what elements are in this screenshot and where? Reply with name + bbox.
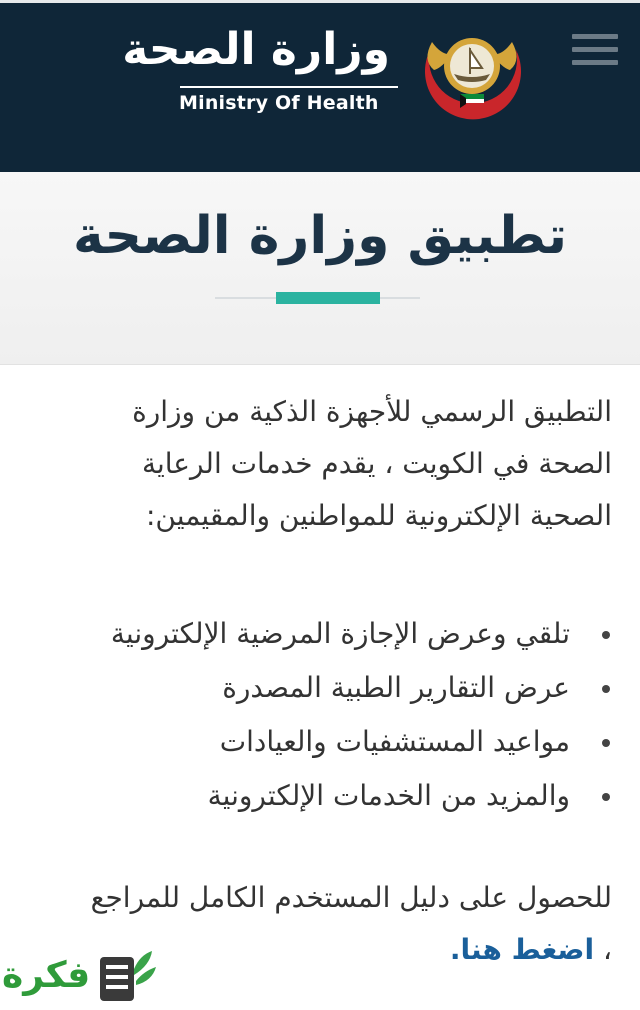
page-title: تطبيق وزارة الصحة [72, 206, 568, 266]
brand-english: Ministry Of Health [179, 92, 379, 114]
header-top-line [0, 0, 640, 3]
intro-paragraph [22, 386, 612, 542]
features-list [0, 607, 614, 823]
feature-item: والمزيد من الخدمات الإلكترونية [0, 769, 570, 823]
brand-divider [180, 86, 398, 88]
feature-item: مواعيد المستشفيات والعيادات [0, 715, 570, 769]
title-divider-accent [276, 292, 380, 304]
guide-link[interactable]: اضغط هنا. [449, 933, 595, 966]
feature-item: تلقي وعرض الإجازة المرضية الإلكترونية [0, 607, 570, 661]
intro-line: التطبيق الرسمي للأجهزة الذكية من وزارة [132, 395, 612, 428]
watermark-text: فكرة [2, 955, 91, 996]
brand-arabic: وزارة الصحة [122, 24, 390, 75]
hero-band [0, 172, 640, 365]
intro-line: الصحة في الكويت ، يقدم خدمات الرعاية [141, 447, 612, 480]
feature-item: عرض التقارير الطبية المصدرة [0, 661, 570, 715]
intro-line: الصحية الإلكترونية للمواطنين والمقيمين: [146, 499, 612, 532]
kuwait-emblem-icon [412, 20, 532, 132]
guide-text: للحصول على دليل المستخدم الكامل للمراجع [90, 881, 612, 914]
guide-comma: ، [602, 933, 612, 966]
hamburger-menu-icon[interactable] [572, 34, 618, 70]
app-header [0, 0, 640, 172]
guide-link-line [450, 924, 612, 976]
